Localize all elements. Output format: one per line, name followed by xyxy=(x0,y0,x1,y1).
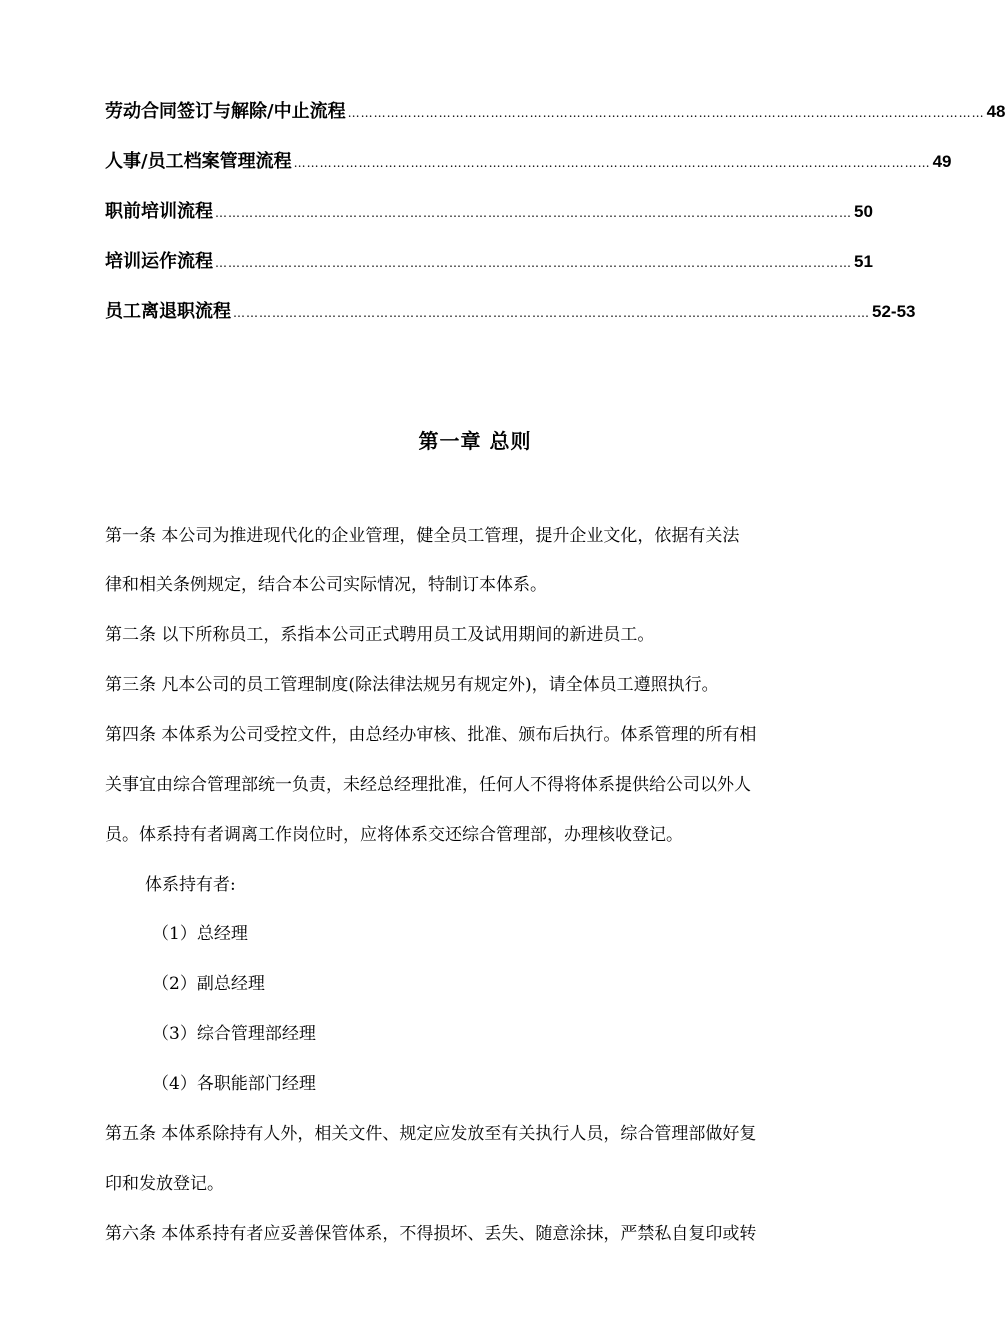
article-6-line-1: 第六条 本体系持有者应妥善保管体系，不得损坏、丢失、随意涂抹，严禁私自复印或转 xyxy=(105,1224,757,1244)
toc-entry[interactable] xyxy=(105,251,873,274)
toc-title: 培训运作流程 xyxy=(105,251,213,272)
toc-page-number: 51 xyxy=(854,252,873,271)
toc-leader: ………………………………………………………………………………………………………………………………… xyxy=(347,106,985,120)
toc-title: 职前培训流程 xyxy=(105,201,213,222)
article-1-line-1: 第一条 本公司为推进现代化的企业管理，健全员工管理，提升企业文化，依据有关法 xyxy=(105,526,740,546)
toc-leader: ………………………………………………………………………………………………………………………………… xyxy=(233,306,870,320)
toc-entry[interactable] xyxy=(105,301,916,324)
toc-entry[interactable] xyxy=(105,101,1006,124)
article-3: 第三条 凡本公司的员工管理制度(除法律法规另有规定外)，请全体员工遵照执行。 xyxy=(105,675,719,695)
toc-leader: ………………………………………………………………………………………………………………………………… xyxy=(215,206,852,220)
article-1-line-2: 律和相关条例规定，结合本公司实际情况，特制订本体系。 xyxy=(105,575,547,595)
toc-title: 劳动合同签订与解除/中止流程 xyxy=(105,101,346,122)
chapter-heading: 第一章 总则 xyxy=(418,429,532,453)
article-5-line-2: 印和发放登记。 xyxy=(105,1174,224,1194)
article-5-line-1: 第五条 本体系除持有人外，相关文件、规定应发放至有关执行人员，综合管理部做好复 xyxy=(105,1124,757,1144)
article-4-line-2: 关事宜由综合管理部统一负责，未经总经理批准，任何人不得将体系提供给公司以外人 xyxy=(105,775,751,795)
toc-page-number: 49 xyxy=(932,152,952,171)
article-4-line-1: 第四条 本体系为公司受控文件，由总经办审核、批准、颁布后执行。体系管理的所有相 xyxy=(105,725,757,745)
toc-title: 员工离退职流程 xyxy=(105,301,231,322)
holder-item: （3）综合管理部经理 xyxy=(152,1024,316,1044)
toc-entry[interactable] xyxy=(105,151,952,174)
holder-item: （2）副总经理 xyxy=(152,974,265,994)
toc-page-number: 52-53 xyxy=(872,302,916,321)
toc-entry[interactable] xyxy=(105,201,873,224)
article-2: 第二条 以下所称员工，系指本公司正式聘用员工及试用期间的新进员工。 xyxy=(105,625,655,645)
toc-leader: ………………………………………………………………………………………………………………………………… xyxy=(293,156,931,170)
holder-item: （4）各职能部门经理 xyxy=(152,1074,316,1094)
holders-label: 体系持有者: xyxy=(145,875,236,895)
holder-item: （1）总经理 xyxy=(152,924,248,944)
toc-page-number: 48 xyxy=(986,102,1006,121)
toc-leader: ………………………………………………………………………………………………………………………………… xyxy=(215,256,852,270)
toc-page-number: 50 xyxy=(854,202,873,221)
toc-title: 人事/员工档案管理流程 xyxy=(105,151,292,172)
article-4-line-3: 员。体系持有者调离工作岗位时，应将体系交还综合管理部，办理核收登记。 xyxy=(105,825,683,845)
